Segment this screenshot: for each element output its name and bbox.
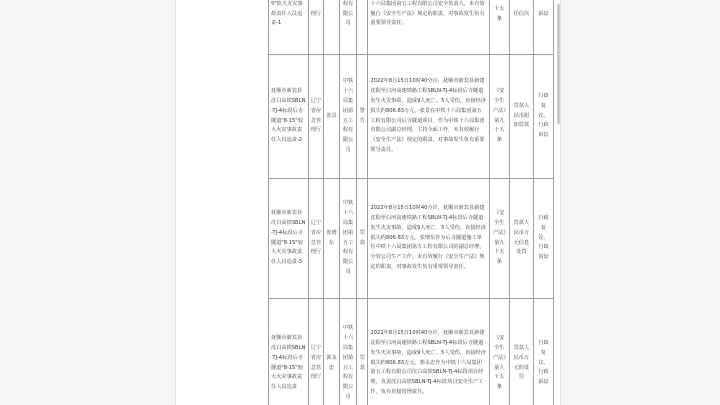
- table-row: [269, 0, 554, 55]
- unit: 中铁十六局集团第五工程有限公司: [339, 55, 357, 179]
- remedy: 行政复议、行政诉讼: [534, 299, 554, 405]
- left-margin: [0, 0, 176, 405]
- case-name: 5"软大火灾事故责任人员追责-1: [269, 0, 309, 55]
- violation-facts: 十六局集团第五工程有限公司安全负责人，未有效履行《安全生产法》规定的职责，对事故发生负有重要领导责任。: [368, 0, 490, 55]
- penalty-result: 罚款人民币万元信息处罚: [509, 179, 533, 299]
- person: 张景: [324, 55, 339, 179]
- enforcement-agency: 辽宁省应急管理厅: [308, 299, 323, 405]
- penalty-result: 任信次: [509, 0, 533, 55]
- penalty-type: 罚款: [357, 299, 368, 405]
- scrollbar-thumb[interactable]: [557, 4, 560, 124]
- legal-basis: 《安全生产法》第九十五条: [489, 179, 509, 299]
- person: 郭永忠: [324, 299, 339, 405]
- table-row: [269, 179, 554, 299]
- case-name: 抚顺市新宾县沈白高铁SBLN-TJ-4标段后寺隧道"8·15"较大火灾事故责任人员追责: [269, 299, 309, 405]
- penalty-result: 罚款人民币万元的处罚: [509, 299, 533, 405]
- remedy: 行政复议、行政诉讼: [534, 55, 554, 179]
- violation-facts: 2022年8月15日10时40分许，抚顺市新宾县新建沈阳至白河高速铁路工程SBLN-TJ-4标段后寺隧道发生火灾事故，造成9人死亡、5人受伤，直接经济损失约806.83万元。郭永忠作为中铁十六局集团第五工程有限公司沈白高铁SBLN-TJ-4标段项目经理，负责沈白高铁SBLN-TJ-4标段项目安全生产工作，负有直接管理责任。: [368, 299, 490, 405]
- legal-basis: 十五条: [489, 0, 509, 55]
- table-row: [269, 55, 554, 179]
- person: [324, 0, 339, 55]
- remedy: 行政复议、行政诉讼: [534, 179, 554, 299]
- case-name: 抚顺市新宾县沈白高铁SBLN-TJ-4标段后寺隧道"8·15"较大火灾事故责任人员追责-2: [269, 55, 309, 179]
- person: 张增东: [324, 179, 339, 299]
- unit: 中铁十六局集团第五工程有限公司: [339, 299, 357, 405]
- penalty-table: [268, 0, 554, 405]
- violation-facts: 2022年8月15日10时40分许，抚顺市新宾县新建沈阳至白河高速铁路工程SBLN-TJ-4标段后寺隧道发生火灾事故，造成9人死亡、5人受伤，直接经济损失约806.83万元。张增东作为后寺隧道施工单位中铁十六局集团第五工程有限公司的副总经理，分管公司生产工作，未有效履行《安全生产法》规定的职责，对事故发生负有重要领导责任。: [368, 179, 490, 299]
- table-row: [269, 299, 554, 405]
- remedy: 诉讼: [534, 0, 554, 55]
- right-margin: [560, 0, 720, 405]
- document-page: [182, 0, 554, 405]
- violation-facts: 2022年8月15日10时40分许，抚顺市新宾县新建沈阳至白河高速铁路工程SBLN-TJ-4标段后寺隧道发生火灾事故，造成9人死亡、5人受伤，直接经济损失约806.83万元。张景在中铁十六局集团第五工程有限公司后寺隧道项目，作为中铁十六局集团有限公司副总经理，主持全面工作，未有效履行《安全生产法》规定的职责，对事故发生负有重要领导责任。: [368, 55, 490, 179]
- enforcement-agency: 辽宁省应急管理厅: [308, 55, 323, 179]
- legal-basis: 《安全生产法》第九十五条: [489, 299, 509, 405]
- penalty-type: 罚款: [357, 179, 368, 299]
- penalty-type: 警告: [357, 55, 368, 179]
- case-name: 抚顺市新宾县沈白高铁SBLN-TJ-4标段后寺隧道"8·15"较大火灾事故责任人员追责-3: [269, 179, 309, 299]
- unit: 中铁十六局集团第五工程有限公司: [339, 179, 357, 299]
- enforcement-agency: 辽宁省应急管理厅: [308, 179, 323, 299]
- legal-basis: 《安全生产法》第九十五条: [489, 55, 509, 179]
- enforcement-agency: 理厅: [308, 0, 323, 55]
- left-divider: [175, 0, 176, 405]
- penalty-result: 罚款人民币附加罚款: [509, 55, 533, 179]
- unit: 程有限公司: [339, 0, 357, 55]
- penalty-type: [357, 0, 368, 55]
- right-divider: [560, 0, 561, 405]
